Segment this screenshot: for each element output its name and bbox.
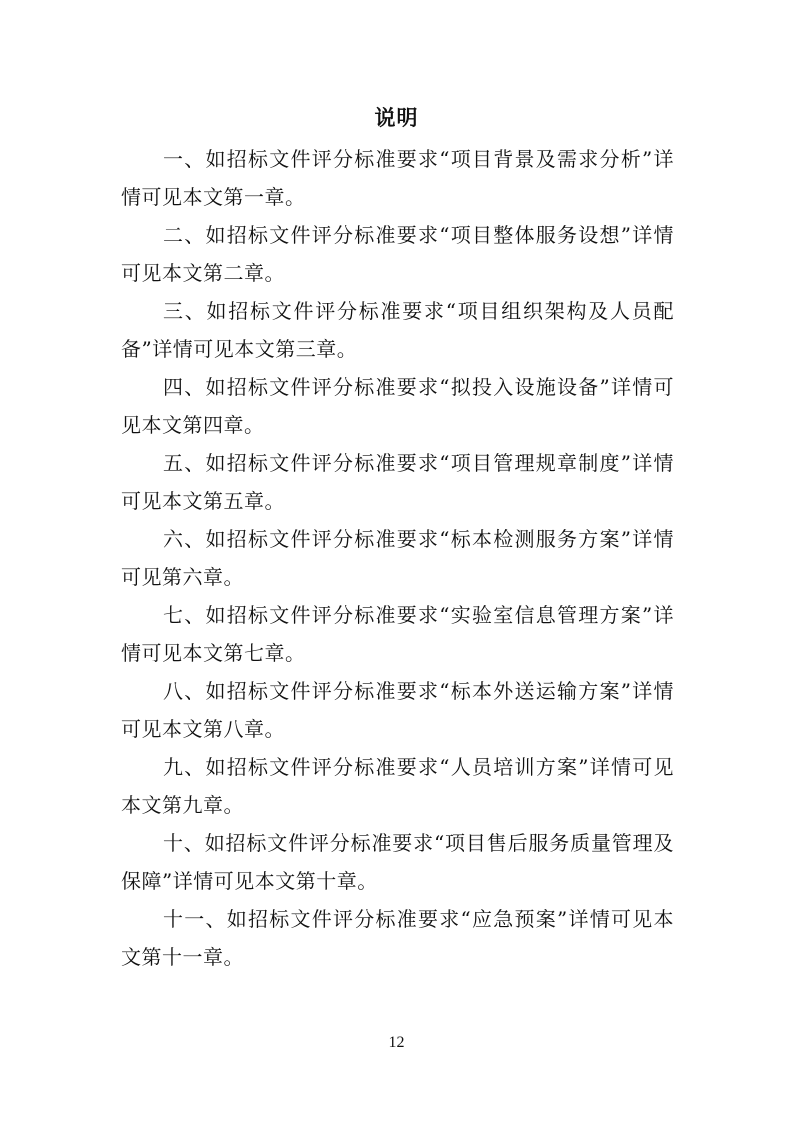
paragraph-4: 四、如招标文件评分标准要求“拟投入设施设备”详情可见本文第四章。 xyxy=(121,375,674,437)
paragraph-2: 二、如招标文件评分标准要求“项目整体服务设想”详情可见本文第二章。 xyxy=(121,223,674,285)
paragraph-6: 六、如招标文件评分标准要求“标本检测服务方案”详情可见第六章。 xyxy=(121,527,674,589)
paragraph-10: 十、如招标文件评分标准要求“项目售后服务质量管理及保障”详情可见本文第十章。 xyxy=(121,831,674,893)
page-title: 说明 xyxy=(374,105,419,130)
paragraph-11: 十一、如招标文件评分标准要求“应急预案”详情可见本文第十一章。 xyxy=(121,907,674,969)
page-number: 12 xyxy=(388,1034,405,1051)
paragraph-1: 一、如招标文件评分标准要求“项目背景及需求分析”详情可见本文第一章。 xyxy=(121,147,674,209)
document-body xyxy=(121,140,674,976)
paragraph-5: 五、如招标文件评分标准要求“项目管理规章制度”详情可见本文第五章。 xyxy=(121,451,674,513)
paragraph-3: 三、如招标文件评分标准要求“项目组织架构及人员配备”详情可见本文第三章。 xyxy=(121,299,674,361)
paragraph-7: 七、如招标文件评分标准要求“实验室信息管理方案”详情可见本文第七章。 xyxy=(121,603,674,665)
paragraph-8: 八、如招标文件评分标准要求“标本外送运输方案”详情可见本文第八章。 xyxy=(121,679,674,741)
paragraph-9: 九、如招标文件评分标准要求“人员培训方案”详情可见本文第九章。 xyxy=(121,755,674,817)
